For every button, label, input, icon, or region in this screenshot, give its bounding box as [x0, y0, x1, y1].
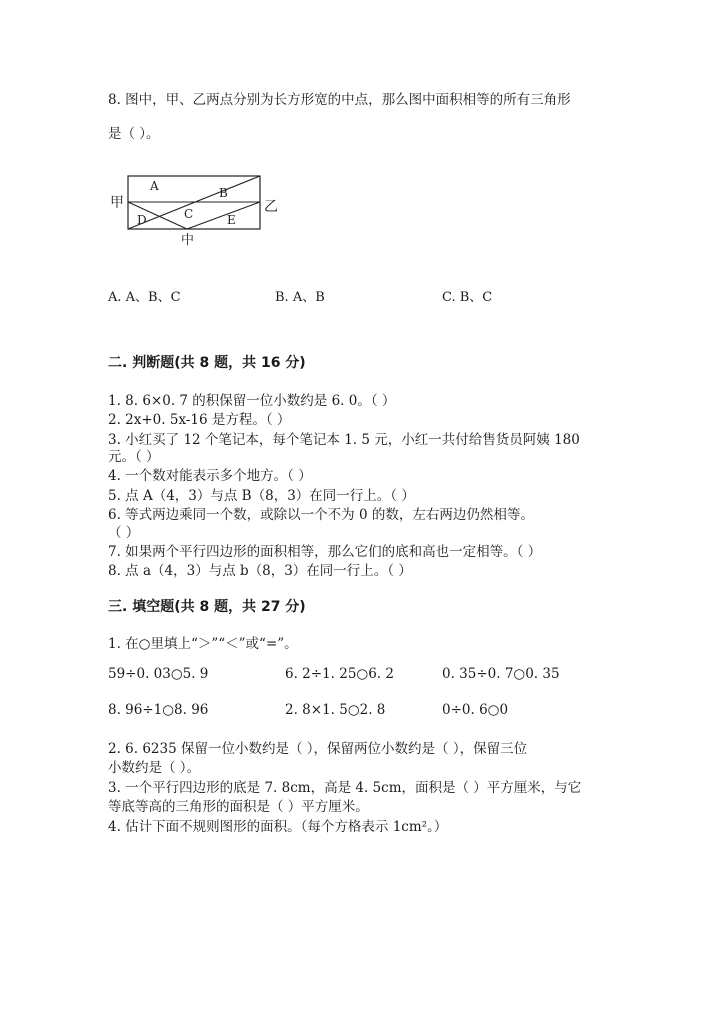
- q8-line2: 是（ ）。: [108, 126, 160, 142]
- s2-line-6: 6. 等式两边乘同一个数，或除以一个不为 0 的数，左右两边仍然相等。: [108, 507, 534, 523]
- s3-q2-line1: 2. 6. 6235 保留一位小数约是（ ），保留两位小数约是（ ），保留三位: [108, 741, 528, 757]
- s2-line-2: 2. 2x+0. 5x-16 是方程。（ ）: [108, 412, 291, 428]
- s3-q4: 4. 估计下面不规则图形的面积。（每个方格表示 1cm²。）: [108, 819, 448, 835]
- s2-line-5: 5. 点 A（4，3）与点 B（8，3）在同一行上。（ ）: [108, 488, 415, 504]
- label-jia: 甲: [110, 195, 124, 211]
- q8-option-b: B. A、B: [275, 290, 325, 305]
- q8-line1: 8. 图中，甲、乙两点分别为长方形宽的中点，那么图中面积相等的所有三角形: [108, 92, 571, 108]
- s2-line-4: 4. 一个数对能表示多个地方。（ ）: [108, 468, 312, 484]
- q8-option-c: C. B、C: [442, 290, 493, 305]
- s3-q3-line1: 3. 一个平行四边形的底是 7. 8cm，高是 4. 5cm，面积是（ ）平方厘米，与它: [108, 780, 582, 796]
- label-D: D: [137, 213, 147, 227]
- label-A: A: [150, 179, 159, 193]
- s3-q1-r1c2: 6. 2÷1. 25○6. 2: [285, 666, 394, 682]
- section2-title: 二. 判断题(共 8 题，共 16 分): [108, 355, 306, 371]
- label-zhong: 中: [181, 233, 195, 248]
- s3-q1-r2c1: 8. 96÷1○8. 96: [108, 702, 209, 718]
- q8-figure: [100, 170, 290, 250]
- s3-q1: 1. 在○里填上“＞”“＜”或“=”。: [108, 636, 298, 652]
- label-B: B: [219, 186, 228, 200]
- s3-q1-r2c2: 2. 8×1. 5○2. 8: [285, 702, 386, 718]
- s2-line-3: 3. 小红买了 12 个笔记本，每个笔记本 1. 5 元，小红一共付给售货员阿姨 180: [108, 432, 580, 448]
- label-E: E: [227, 213, 236, 227]
- s2-line-7: 7. 如果两个平行四边形的面积相等，那么它们的底和高也一定相等。（ ）: [108, 544, 542, 560]
- s2-line-8: 8. 点 a（4，3）与点 b（8，3）在同一行上。（ ）: [108, 563, 412, 579]
- s2-line-3b: 元。（ ）: [108, 449, 160, 465]
- s3-q2-line2: 小数约是（ ）。: [108, 760, 201, 776]
- s2-line-1: 1. 8. 6×0. 7 的积保留一位小数约是 6. 0。（ ）: [108, 393, 396, 409]
- s3-q3-line2: 等底等高的三角形的面积是（ ）平方厘米。: [108, 799, 369, 815]
- label-C: C: [184, 207, 194, 221]
- s3-q1-r1c1: 59÷0. 03○5. 9: [108, 666, 209, 682]
- s3-q1-r1c3: 0. 35÷0. 7○0. 35: [442, 666, 560, 682]
- section3-title: 三. 填空题(共 8 题，共 27 分): [108, 599, 306, 615]
- line-yi-zhong: [187, 202, 260, 229]
- s2-line-6b: （ ）: [108, 525, 140, 541]
- label-yi: 乙: [264, 199, 278, 215]
- s3-q1-r2c3: 0÷0. 6○0: [442, 702, 509, 718]
- q8-option-a: A. A、B、C: [108, 290, 181, 305]
